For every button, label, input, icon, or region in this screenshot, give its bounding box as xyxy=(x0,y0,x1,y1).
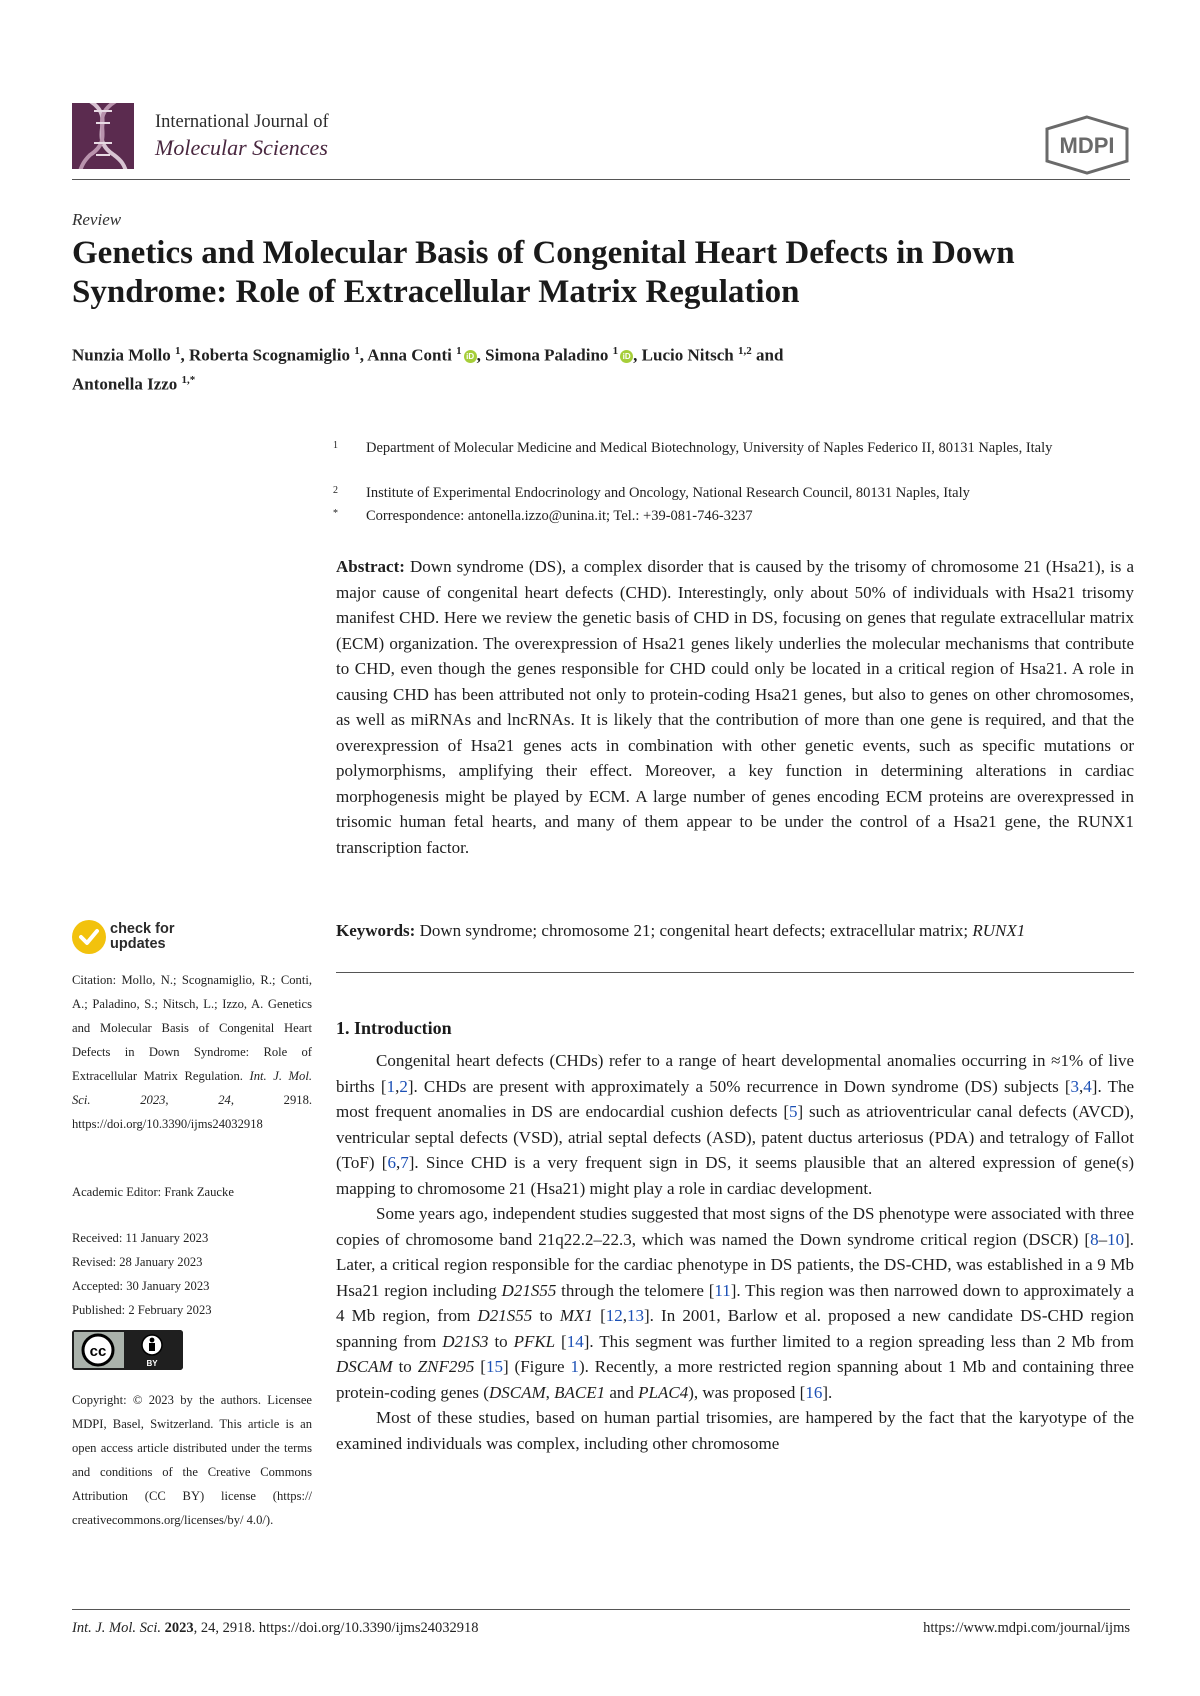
citation-label: Citation: xyxy=(72,973,117,987)
citation-journal: Int. J. Mol. Sci. xyxy=(72,1069,312,1107)
citation-link[interactable]: 2 xyxy=(399,1076,408,1096)
footer-year: 2023 xyxy=(164,1620,194,1636)
citation-link[interactable]: 15 xyxy=(485,1357,503,1376)
publication-dates xyxy=(72,1226,312,1322)
citation-link[interactable]: 11 xyxy=(714,1280,731,1300)
author-name: Nunzia Mollo xyxy=(72,345,171,365)
affiliation-2 xyxy=(333,482,1136,504)
citation-link[interactable]: 1 xyxy=(386,1076,396,1096)
footer-rest: , 24, 2918. https://doi.org/10.3390/ijms24032918 xyxy=(193,1620,479,1636)
citation-link[interactable]: 3 xyxy=(1070,1076,1080,1096)
check-updates-icon xyxy=(72,920,106,954)
citation-link[interactable]: 6 xyxy=(387,1153,396,1172)
intro-paragraph-2: Some years ago, independent studies suggested that most signs of the DS phenotype were associated with three copies of chromosome band 21q22.2–22.3, which was named the Down syndrome critical region (DSCR) [8–10]. Later, a critical region responsible for the cardiac phenotype in DS patients, the DS-CHD, was established in a 9 Mb Hsa21 region including D21S55 through the telomere [11]. This region was then narrowed down to approximately a 4 Mb region, from D21S55 to MX1 [12,13]. In 2001, Barlow et al. proposed a new candidate DS-CHD region spanning from D21S3 to PFKL [14]. This segment was further limited to a region spreading less than 2 Mb from DSCAM to ZNF295 [15] (Figure 1). Recently, a more restricted region spanning about 1 Mb and containing three protein-coding genes (DSCAM, BACE1 and PLAC4), was proposed [16]. xyxy=(336,1204,1135,1402)
affiliation-1 xyxy=(333,437,1136,459)
date-received: Received: 11 January 2023 xyxy=(72,1231,209,1245)
abstract-label: Abstract: xyxy=(336,557,405,576)
affiliation-text: Department of Molecular Medicine and Medical Biotechnology, University of Naples Federico II, 80131 Naples, Italy xyxy=(366,440,1053,456)
author-affiliation-marker: 1,* xyxy=(181,373,196,386)
academic-editor: Academic Editor: Frank Zaucke xyxy=(72,1185,234,1199)
dna-helix-icon xyxy=(72,103,134,169)
citation-link[interactable]: 10 xyxy=(1107,1229,1125,1249)
correspondence-text: Correspondence: antonella.izzo@unina.it; Tel.: +39-081-746-3237 xyxy=(366,508,753,524)
affiliation-marker: 1 xyxy=(333,440,338,451)
citation-link[interactable]: 16 xyxy=(805,1382,823,1402)
citation-link[interactable]: 7 xyxy=(400,1153,409,1172)
header-rule xyxy=(72,179,1130,180)
citation-link[interactable]: 4 xyxy=(1083,1076,1092,1096)
journal-logo xyxy=(72,103,134,169)
author-name: Anna Conti xyxy=(367,345,452,365)
cc-by-license-badge[interactable] xyxy=(72,1330,183,1370)
author-list xyxy=(72,339,1072,396)
mdpi-logo-text: MDPI xyxy=(1059,133,1115,158)
mdpi-logo xyxy=(1044,115,1130,175)
article-title: Genetics and Molecular Basis of Congenital Heart Defects in Down Syndrome: Role of Extracellular Matrix Regulation xyxy=(72,235,1015,310)
citation-link[interactable]: 14 xyxy=(566,1331,584,1351)
intro-paragraph-1: Congenital heart defects (CHDs) refer to a range of heart developmental anomalies occurring in ≈1% of live births [1,2]. CHDs are present with approximately a 50% recurrence in Down syndrome (DS) subjects [3,4]. The most frequent anomalies in DS are endocardial cushion defects [5] such as atrioventricular canal defects (AVCD), ventricular septal defects (VSD), atrial septal defects (ASD), patent ductus arteriosus (PDA) and tetralogy of Fallot (ToF) [6,7]. Since CHD is a very frequent sign in DS, it seems plausible that an altered expression of gene(s) mapping to chromosome 21 (Hsa21) might play a role in cardiac development. xyxy=(336,1051,1134,1198)
author-affiliation-marker: 1 xyxy=(174,345,181,357)
citation-link[interactable]: 12 xyxy=(605,1306,623,1325)
citation-link[interactable]: 13 xyxy=(626,1306,644,1325)
citation-volume: 24 xyxy=(218,1093,231,1107)
keywords-text: Down syndrome; chromosome 21; congenital heart defects; extracellular matrix; xyxy=(419,921,969,940)
keywords-rule xyxy=(336,972,1134,973)
citation-text: Mollo, N.; Scognamiglio, R.; Conti, A.; Paladino, S.; Nitsch, L.; Izzo, A. Genetics and Molecular Basis of Congenital Heart Defects in Down Syndrome: Role of Extracellular Matrix Regulation. xyxy=(72,973,312,1083)
footer-rule xyxy=(72,1609,1130,1610)
journal-name xyxy=(155,110,329,160)
article-type: Review xyxy=(72,210,122,229)
keyword-runx1: RUNX1 xyxy=(972,921,1026,940)
intro-paragraph-3: Most of these studies, based on human partial trisomies, are hampered by the fact that the karyotype of the examined individuals was complex, including other chromosome xyxy=(336,1408,1134,1453)
check-updates-label: check for updates xyxy=(110,921,175,952)
citation-article-number: 2918. xyxy=(283,1093,313,1107)
by-icon-text: BY xyxy=(146,1359,158,1368)
keywords xyxy=(336,918,1134,944)
author-separator: , xyxy=(633,345,642,365)
abstract-text: Down syndrome (DS), a complex disorder that is caused by the trisomy of chromosome 21 (Hsa21), is a major cause of congenital heart defects (CHD). Interestingly, only about 50% of individuals with Hsa21 trisomy manifest CHD. Here we review the genetic basis of CHD in DS, focusing on genes that regulate extracellular matrix (ECM) organization. The overexpression of Hsa21 genes likely underlies the molecular mechanisms that contribute to CHD, even though the genes responsible for CHD could only be located in a critical region of Hsa21. A role in causing CHD has been attributed not only to protein-coding Hsa21 genes, but also to genes on other chromosomes, as well as miRNAs and lncRNAs. It is likely that the contribution of more than one gene is required, and that the overexpression of Hsa21 genes acts in combination with other genetic events, such as specific mutations or polymorphisms, amplifying their effect. Moreover, a key function in determining alterations in cardiac morphogenesis might be played by ECM. A large number of genes encoding ECM proteins are overexpressed in trisomic human fetal hearts, and many of them appear to be under the control of a Hsa21 gene, the RUNX1 transcription factor. xyxy=(336,557,1135,857)
affiliation-marker: 2 xyxy=(333,485,338,496)
cc-icon-text: cc xyxy=(89,1343,107,1360)
correspondence xyxy=(333,505,1136,527)
copyright-notice: Copyright: © 2023 by the authors. Licensee MDPI, Basel, Switzerland. This article is an open access article distributed under the terms and conditions of the Creative Commons Attribution (CC BY) license (https:// creativecommons.org/licenses/by/ 4.0/). xyxy=(72,1393,312,1527)
orcid-icon[interactable]: iD xyxy=(620,350,633,363)
citation-link[interactable]: 8 xyxy=(1090,1229,1099,1249)
citation-year: 2023 xyxy=(140,1093,166,1107)
figure-link[interactable]: 1 xyxy=(570,1357,579,1376)
author-separator: , xyxy=(476,345,486,365)
section-heading: 1. Introduction xyxy=(336,1018,452,1038)
author-affiliation-marker: 1,2 xyxy=(738,345,752,357)
date-accepted: Accepted: 30 January 2023 xyxy=(72,1279,210,1293)
footer-journal: Int. J. Mol. Sci. xyxy=(72,1620,161,1636)
author-name: Antonella Izzo xyxy=(72,374,178,394)
author-affiliation-marker: 1 xyxy=(612,345,619,357)
citation-link[interactable]: 5 xyxy=(789,1102,798,1121)
footer-journal-url[interactable]: https://www.mdpi.com/journal/ijms xyxy=(923,1620,1130,1636)
affiliation-marker: * xyxy=(333,508,338,519)
date-revised: Revised: 28 January 2023 xyxy=(72,1255,203,1269)
orcid-icon[interactable]: iD xyxy=(464,350,477,363)
author-separator: , xyxy=(180,345,189,365)
journal-name-line1: International Journal of xyxy=(155,112,329,132)
date-published: Published: 2 February 2023 xyxy=(72,1303,212,1317)
author-separator: and xyxy=(751,345,788,365)
footer-citation xyxy=(72,1620,479,1637)
author-affiliation-marker: 1 xyxy=(456,345,462,357)
author-name: Lucio Nitsch xyxy=(641,345,734,365)
author-separator: , xyxy=(359,345,368,365)
author-affiliation-marker: 1 xyxy=(354,345,360,357)
citation-block: Citation: Mollo, N.; Scognamiglio, R.; Conti, A.; Paladino, S.; Nitsch, L.; Izzo, A. Genetics and Molecular Basis of Congenital Heart Defects in Down Syndrome: Role of Extracellular Matrix Regulation. Int. J. Mol. Sci. 2023, 24, 2918. https://doi.org/10.3390/ijms24032918 xyxy=(72,973,313,1131)
abstract xyxy=(336,554,1134,860)
author-name: Simona Paladino xyxy=(485,345,609,365)
author-name: Roberta Scognamiglio xyxy=(188,345,350,365)
keywords-label: Keywords: xyxy=(336,921,416,940)
introduction-body xyxy=(336,1048,1134,1456)
citation-doi-link[interactable]: https://doi.org/10.3390/ijms24032918 xyxy=(72,1117,263,1131)
journal-name-line2: Molecular Sciences xyxy=(155,135,328,160)
affiliation-text: Institute of Experimental Endocrinology and Oncology, National Research Council, 80131 Naples, Italy xyxy=(366,485,970,501)
